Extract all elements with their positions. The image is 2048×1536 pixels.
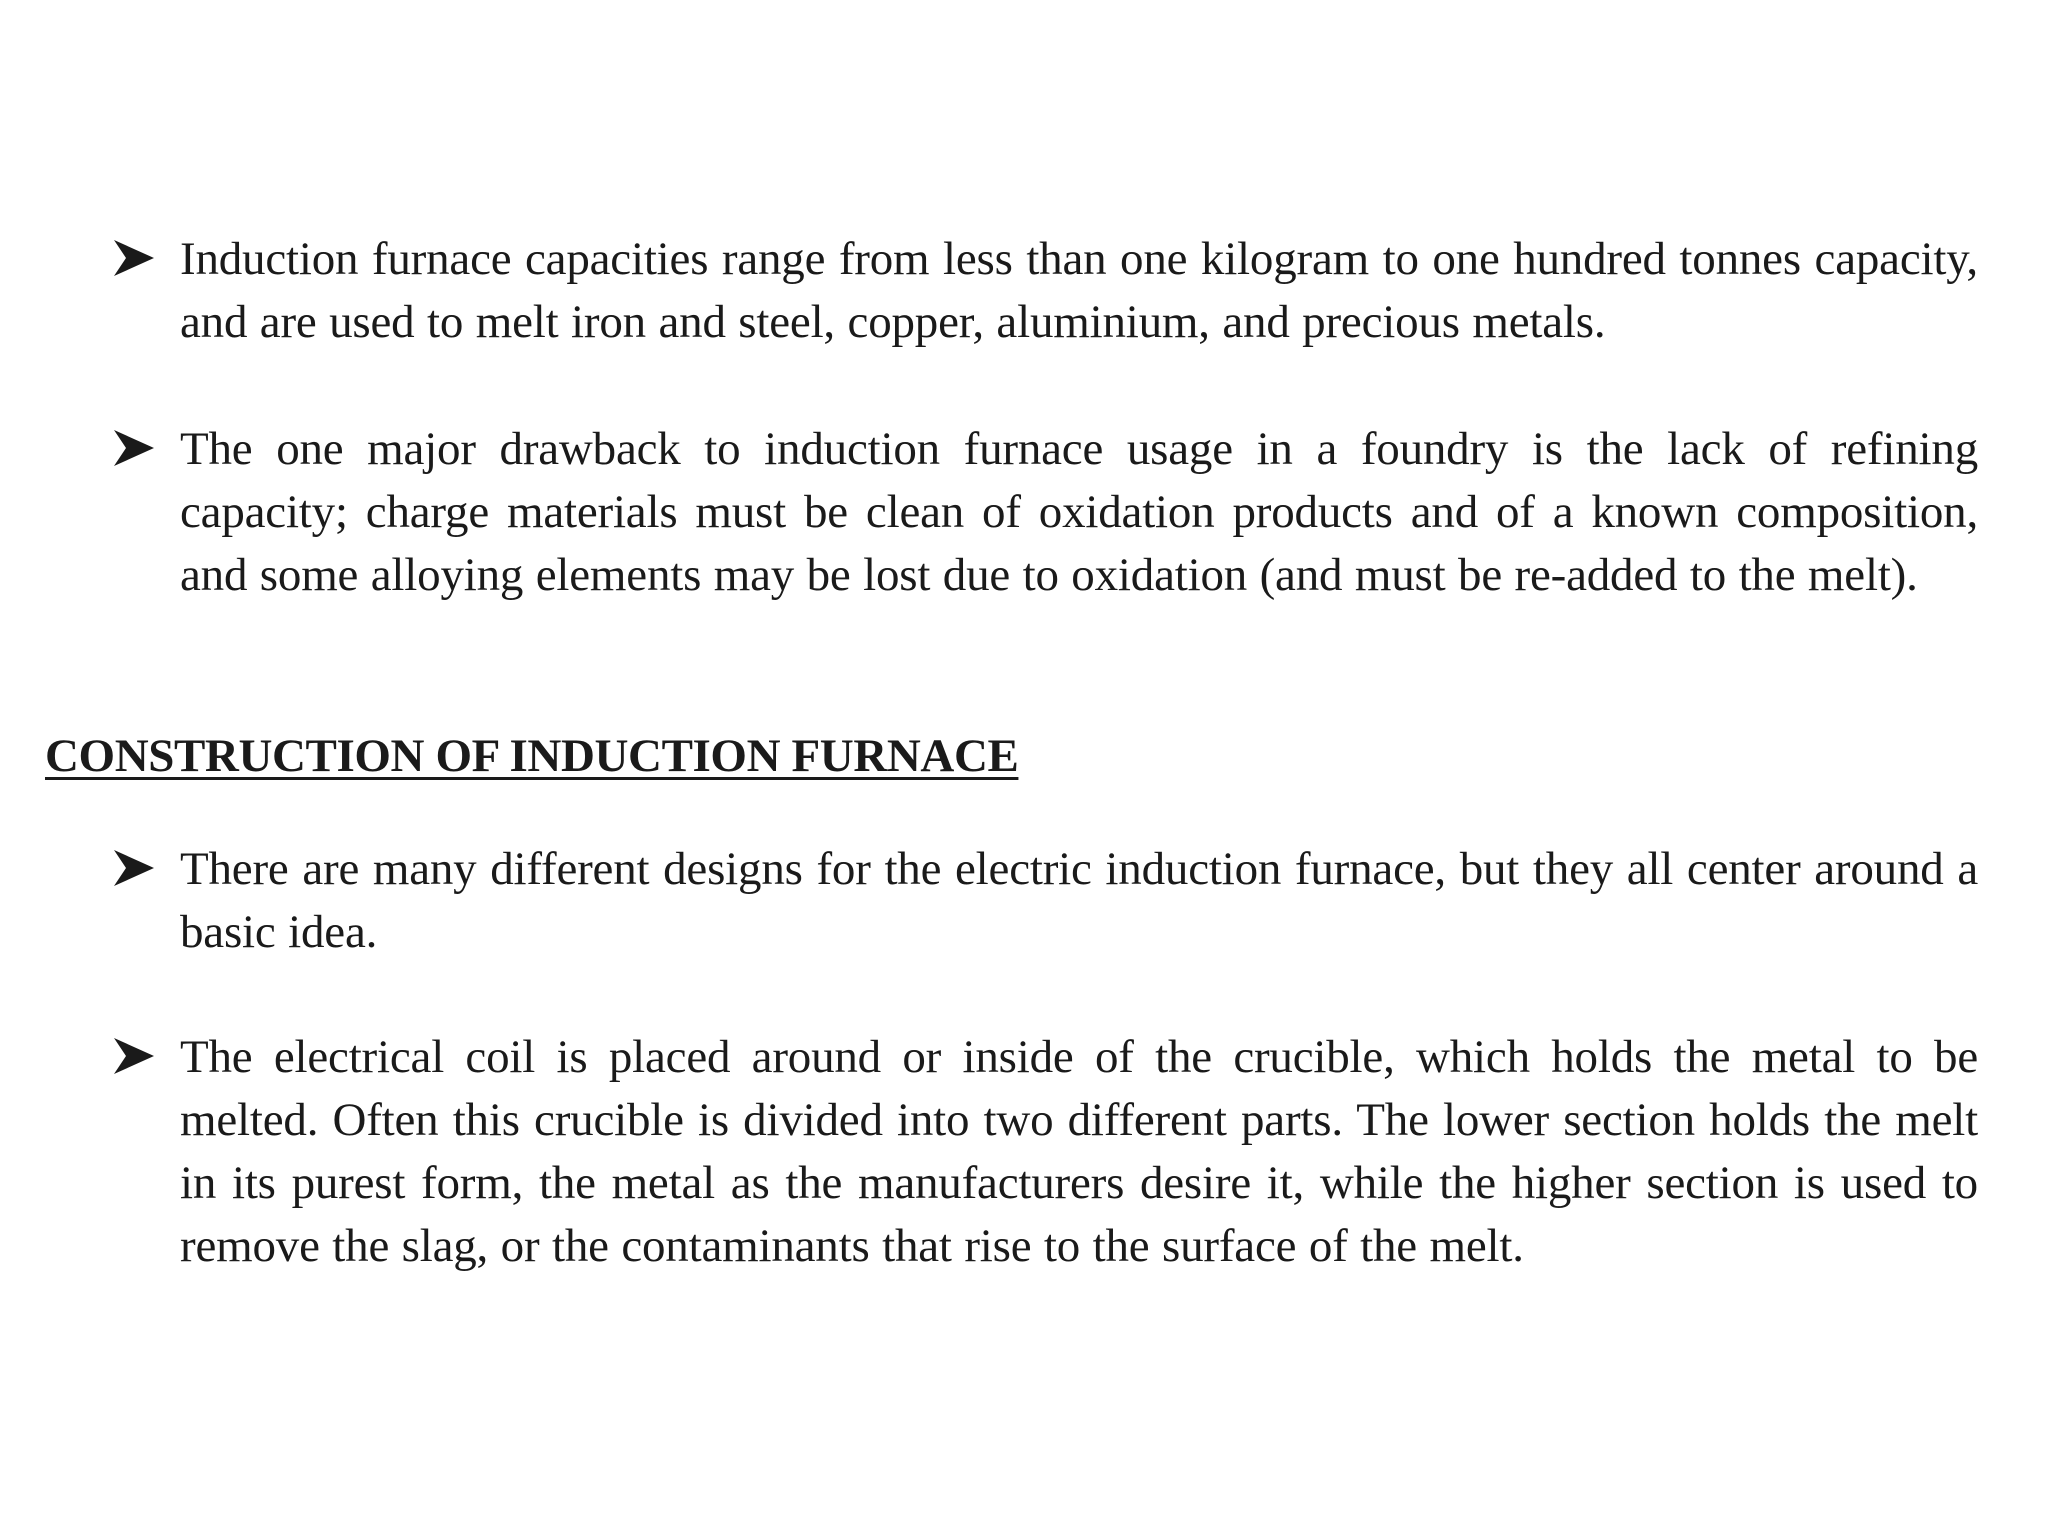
bullet-item: [112, 418, 1978, 607]
section-heading: CONSTRUCTION OF INDUCTION FURNACE: [45, 730, 1019, 782]
bullet-item: [112, 1026, 1978, 1278]
bullet-text: The electrical coil is placed around or inside of the crucible, which holds the metal to be melted. Often this crucible is divided into two different parts. The lower section holds the melt in its purest form, the metal as the manufacturers desire it, while the higher section is used to remove the slag, or the contaminants that rise to the surface of the melt.: [180, 1031, 1978, 1272]
arrow-bullet-icon: [112, 428, 156, 468]
arrow-bullet-icon: [112, 848, 156, 888]
bullet-text: There are many different designs for the electric induction furnace, but they all center around a basic idea.: [180, 843, 1978, 958]
arrow-bullet-icon: [112, 1036, 156, 1076]
bullet-text: The one major drawback to induction furnace usage in a foundry is the lack of refining capacity; charge materials must be clean of oxidation products and of a known composition, and some alloying elements may be lost due to oxidation (and must be re-added to the melt).: [180, 423, 1978, 601]
bullet-item: [112, 838, 1978, 964]
bullet-text: Induction furnace capacities range from less than one kilogram to one hundred tonnes capacity, and are used to melt iron and steel, copper, aluminium, and precious metals.: [180, 233, 1978, 348]
bullet-item: [112, 228, 1978, 354]
arrow-bullet-icon: [112, 238, 156, 278]
